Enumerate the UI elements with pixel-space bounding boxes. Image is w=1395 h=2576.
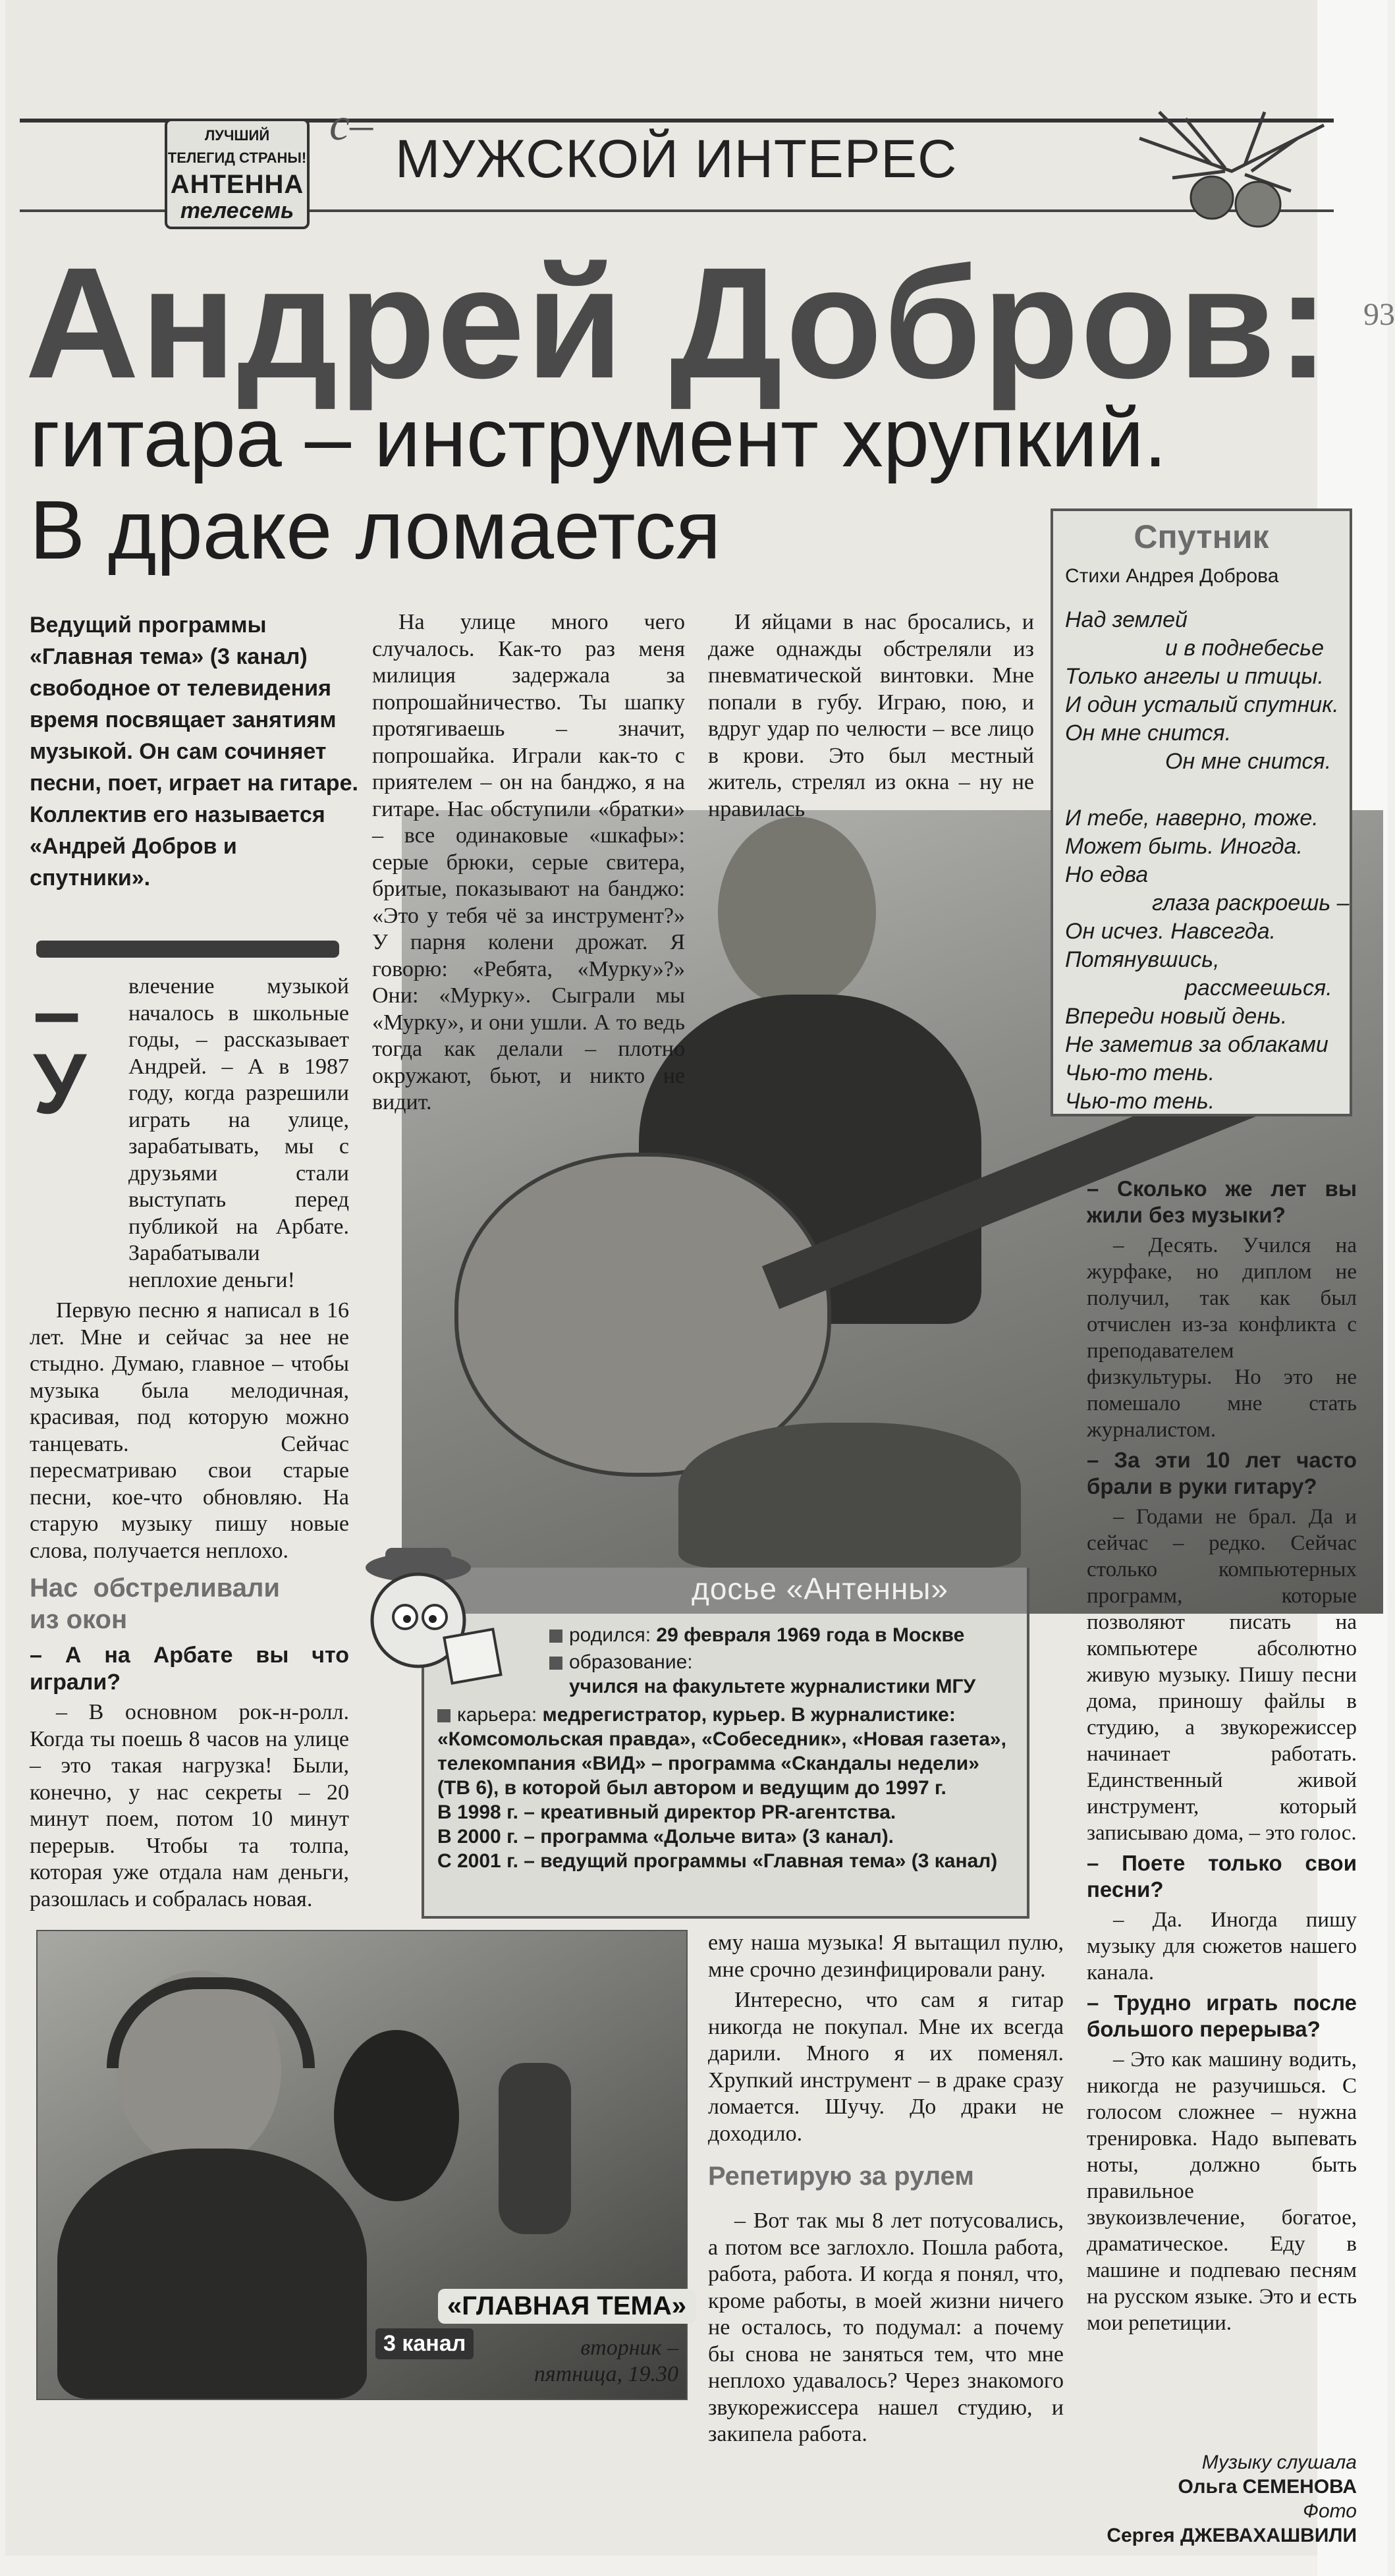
headphones-icon	[107, 1977, 315, 2068]
dossier-born-value: 29 февраля 1969 года в Москве	[656, 1624, 965, 1646]
dossier-career	[437, 1703, 1017, 1800]
poem-line: Только ангелы и птицы.	[1065, 664, 1324, 689]
antenna-logo	[165, 119, 310, 229]
article-column-1	[30, 963, 349, 1917]
dossier-content	[437, 1623, 1017, 1873]
interview-answer: – Годами не брал. Да и сейчас – редко. Сейчас столько компьютерных программ, которые позволяют писать на компьютере абсолютно живую музыку. Пишу песни дома, приношу файлы в студию, а звукорежиссер начинает работать. Единственный живой инструмент, который записываю дома, – это голос.	[1087, 1505, 1357, 1845]
bullet-icon	[549, 1657, 562, 1670]
subheading-rehearse-driving: Репетирую за рулем	[708, 2162, 974, 2191]
bullet-icon	[549, 1630, 562, 1643]
logo-tagline-2: ТЕЛЕГИД СТРАНЫ!	[167, 150, 307, 166]
poem-lines	[1053, 606, 1350, 1116]
poem-line: рассмеешься.	[1185, 975, 1332, 1000]
dossier-career-value: медрегистратор, курьер. В журналистике: «Комсомольская правда», «Собеседник», «Новая газета», телекомпания «ВИД» – программа «Скандалы недели» (ТВ 6), в которой был автором и ведущим до 1997 г.	[437, 1704, 1006, 1799]
dossier-box	[422, 1568, 1029, 1919]
dossier-born	[437, 1623, 1017, 1647]
tv-schedule: вторник – пятница, 19.30	[533, 2336, 678, 2386]
poem-line: глаза раскроешь –	[1152, 891, 1350, 916]
dossier-2001	[437, 1849, 1017, 1873]
christmas-decoration-icon	[1133, 99, 1330, 244]
dossier-edu-label: образование:	[569, 1651, 693, 1673]
dossier-2000	[437, 1824, 1017, 1849]
interview-question: – Сколько же лет вы жили без музыки?	[1087, 1176, 1357, 1227]
paragraph: Интересно, что сам я гитар никогда не покупал. Мне их всегда дарили. Много я их поменял. Хрупкий инструмент – в драке сразу ломается. Шучу. До драки не доходило.	[708, 1988, 1064, 2146]
poem-box	[1051, 508, 1352, 1116]
interview-question: – А на Арбате вы что играли?	[30, 1643, 349, 1695]
poem-line: Потянувшись,	[1065, 947, 1220, 972]
dossier-education-value	[437, 1674, 1017, 1699]
article-credits	[1027, 2450, 1357, 2548]
poem-line: Но едва	[1065, 862, 1149, 887]
paragraph: ему наша музыка! Я вытащил пулю, мне срочно дезинфицировали рану.	[708, 1931, 1064, 1982]
dossier-education	[437, 1650, 1017, 1674]
microphone-icon	[334, 2030, 459, 2201]
interview-question: – За эти 10 лет часто брали в руки гитару?	[1087, 1448, 1357, 1498]
credit-music-label: Музыку слушала	[1201, 2452, 1357, 2473]
article-column-2	[372, 609, 685, 1114]
poem-line: И один усталый спутник.	[1065, 692, 1339, 717]
article-lead: Ведущий программы «Главная тема» (3 канал) свободное от телевидения время посвящает занятиям музыкой. Он сам сочиняет песни, поет, играет на гитаре. Коллектив его называется «Андрей Добров и спутники».	[30, 613, 358, 891]
paragraph: На улице много чего случалось. Как-то раз меня милиция задержала за попрошайничество. Ты шапку протягиваешь – значит, попрошайка. Играли как-то с приятелем – он на банджо, я на гитаре. Нас обступили «братки» – все одинаковые «шкафы»: серые брюки, серые свитера, бритые, показывают на банджо: «Это у тебя чё за инструмент?» У парня колени дрожат. Я говорю: «Ребята, «Мурку»?» Они: «Мурку». Сыграли мы «Мурку», и они ушли. А то ведь тогда как делали – плотно окружают, бьют, и никто не видит.	[372, 610, 685, 1114]
credit-photo-name: Сергея ДЖЕВАХАШВИЛИ	[1107, 2525, 1357, 2546]
poem-line: Он мне снится.	[1065, 721, 1232, 746]
poem-line: Может быть. Иногда.	[1065, 834, 1303, 859]
paragraph: – В основном рок-н-ролл. Когда ты поешь 8 часов на улице – это такая нагрузка! Были, конечно, у нас секреты – 20 минут поем, потом 10 минут перерыв. Чтобы та толпа, которая уже отдала нам деньги, разошлась и собралась новая.	[30, 1700, 349, 1911]
poem-line: Он исчез. Навсегда.	[1065, 919, 1276, 944]
subheading-shot-from-windows: Нас обстреливали из окон	[30, 1574, 280, 1634]
interview-question: – Трудно играть после большого перерыва?	[1087, 1990, 1357, 2041]
dossier-title: досье «Антенны»	[692, 1572, 949, 1606]
article-dropcap: –У	[33, 963, 86, 1132]
poem-author: Стихи Андрея Доброва	[1065, 565, 1279, 587]
logo-telesem: телесемь	[180, 198, 294, 223]
rubric-title: МУЖСКОЙ ИНТЕРЕС	[395, 129, 958, 189]
bullet-icon	[437, 1709, 451, 1722]
studio-photo-body	[57, 2149, 367, 2399]
logo-tagline-1: ЛУЧШИЙ	[204, 127, 270, 144]
tv-channel-badge: 3 канал	[375, 2328, 474, 2359]
headline-line-2: гитара – инструмент хрупкий.	[30, 391, 1167, 484]
interview-question: – Поете только свои песни?	[1087, 1851, 1357, 1902]
interview-answer: – Десять. Учился на журфаке, но диплом не получил, так как был отчислен из-за конфликта с преподавателем физкультуры. Но это не помешало мне стать журналистом.	[1087, 1234, 1357, 1442]
paragraph: Первую песню я написал в 16 лет. Мне и сейчас за нее не стыдно. Думаю, главное – чтобы музыка была мелодичная, красивая, под которую можно танцевать. Сейчас пересматриваю свои старые песни, кое-что обновляю. На старую музыку пишу новые слова, получается неплохо.	[30, 1298, 349, 1563]
dossier-born-label: родился:	[569, 1624, 651, 1646]
paragraph: – Вот так мы 8 лет потусовались, а потом все заглохло. Пошла работа, работа, работа. И когда я понял, что, кроме работы, в моей жизни ничего не осталось, то подумал: а почему бы снова не заняться тем, что мне неплохо удавалось? Через знакомого звукорежиссера нашел студию, и закипела работа.	[708, 2208, 1064, 2446]
tv-program-title: «ГЛАВНАЯ ТЕМА»	[438, 2289, 696, 2324]
poem-line	[1053, 776, 1350, 804]
dossier-edu-value: учился на факультете журналистики МГУ	[569, 1676, 976, 1697]
page-number-mark: 93	[1363, 297, 1395, 332]
logo-antenna: АНТЕННА	[170, 170, 304, 199]
photo-legs	[678, 1423, 1021, 1568]
credit-photo-label: Фото	[1303, 2500, 1357, 2522]
poem-line: Не заметив за облаками	[1065, 1032, 1328, 1057]
photo-head	[718, 817, 876, 1008]
poem-line: и в поднебесье	[1165, 636, 1325, 661]
dossier-2001-text: С 2001 г. – ведущий программы «Главная тема» (3 канал)	[437, 1850, 998, 1872]
headline-line-3: В драке ломается	[30, 483, 721, 576]
credit-music-name: Ольга СЕМЕНОВА	[1178, 2476, 1357, 2498]
poem-line: Впереди новый день.	[1065, 1004, 1288, 1029]
headline-name: Андрей Добров:	[25, 234, 1331, 411]
paragraph: И яйцами в нас бросались, и даже однажды обстреляли из пневматической винтовки. Мне попали в губу. Играю, пою, и вдруг удар по челюсти – все лицо в крови. Это был местный житель, стрелял из окна – ну не нравилась	[708, 610, 1034, 821]
dossier-career-label: карьера:	[457, 1704, 537, 1726]
article-column-5	[1087, 1176, 1357, 2447]
article-column-4	[708, 1930, 1064, 2446]
dossier-1998-text: В 1998 г. – креативный директор PR-агентства.	[437, 1801, 896, 1823]
poem-line: Чью-то тень.	[1065, 1089, 1215, 1114]
dossier-2000-text: В 2000 г. – программа «Дольче вита» (3 канал).	[437, 1826, 894, 1848]
detective-mascot-icon	[356, 1541, 501, 1699]
paragraph: влечение музыкой началось в школьные годы, – рассказывает Андрей. – А в 1987 году, когда разрешили играть на улице, зарабатывать, мы с друзьями стали выступать перед публикой на Арбате. Зарабатывали неплохие деньги!	[128, 974, 349, 1292]
studio-photo	[36, 1930, 688, 2400]
lead-divider	[36, 941, 339, 958]
poem-line: Чью-то тень.	[1065, 1060, 1215, 1085]
handwritten-mark: с–	[329, 99, 373, 150]
microphone-stand	[499, 2063, 571, 2234]
poem-line: Он мне снится.	[1165, 749, 1332, 774]
dossier-1998	[437, 1800, 1017, 1824]
article-column-3	[708, 609, 1034, 821]
interview-answer: – Это как машину водить, никогда не разучишься. С голосом сложнее – нужна тренировка. Надо выпевать ноты, должно быть правильное звукоизвлечение, богатое, драматическое. Еду в машине и подпеваю песням на русском языке. Это и есть мои репетиции.	[1087, 2048, 1357, 2335]
poem-line: Над землей	[1065, 607, 1188, 632]
poem-line: И тебе, наверно, тоже.	[1065, 806, 1319, 831]
interview-answer: – Да. Иногда пишу музыку для сюжетов нашего канала.	[1087, 1908, 1357, 1985]
poem-title: Спутник	[1134, 518, 1269, 555]
